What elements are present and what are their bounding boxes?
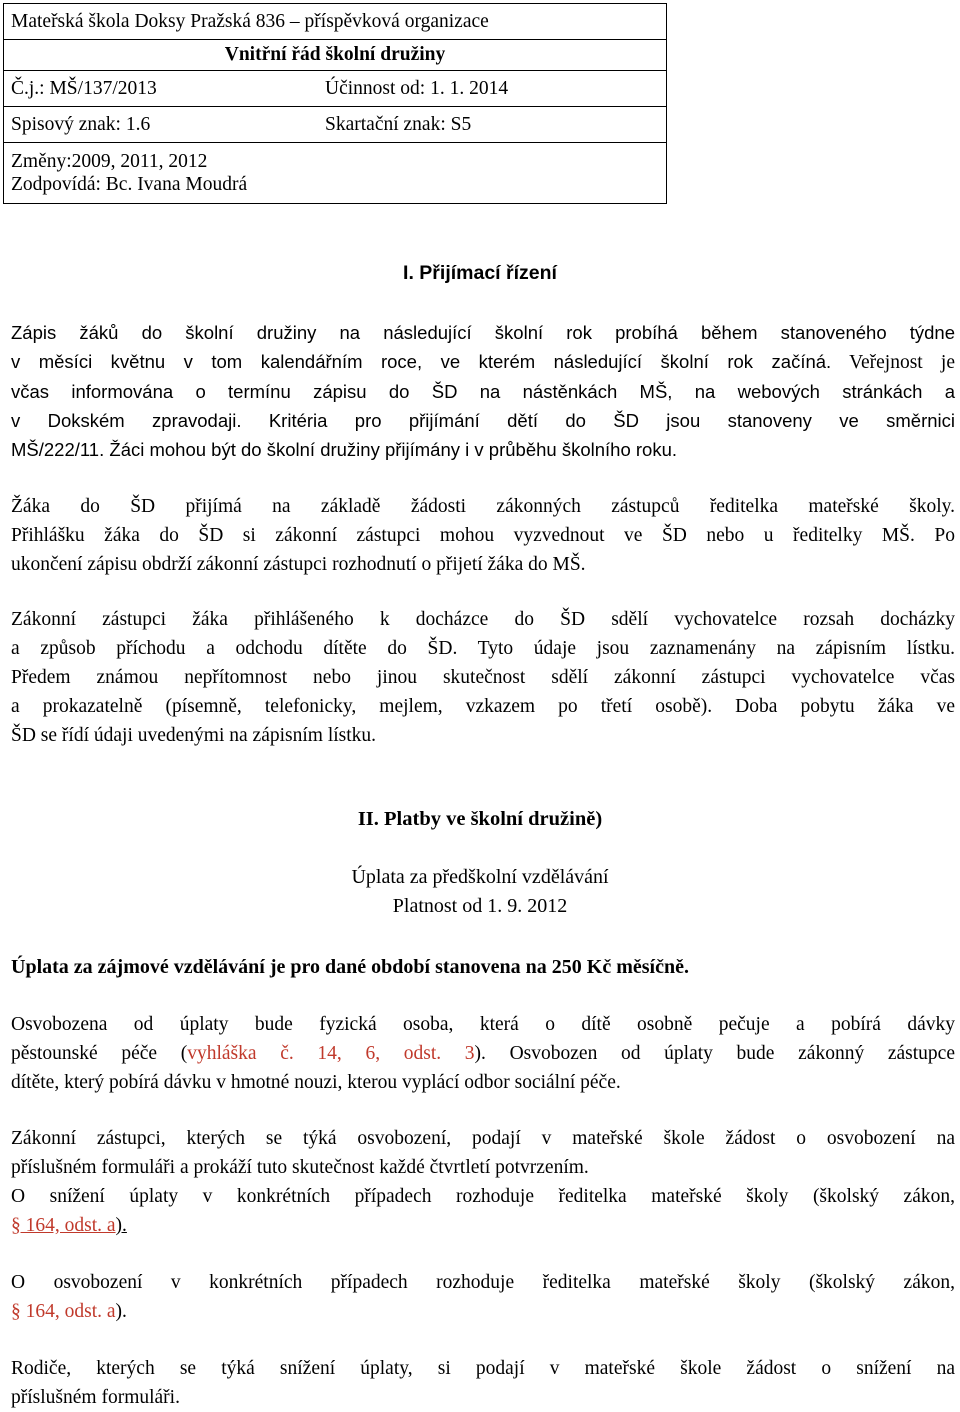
text-fragment: Veřejnost je: [849, 352, 955, 373]
text-fragment: ).: [115, 1215, 127, 1236]
section-2-paragraph-4: [11, 1354, 955, 1412]
decree-link[interactable]: vyhláška č.: [187, 1043, 294, 1064]
text-line: [11, 406, 955, 435]
text-line: Žáka do ŠD přijímá na základě žádosti zákonných zástupců ředitelka mateřské školy.: [11, 496, 955, 517]
text-line: Zákonní zástupci žáka přihlášeného k docházce do ŠD sdělí vychovatelce rozsah docházky: [11, 609, 955, 630]
section-1-heading: I. Přijímací řízení: [403, 262, 557, 284]
text-fragment: pěstounské péče (: [11, 1043, 188, 1064]
paragraph-link[interactable]: 6, odst.: [365, 1043, 442, 1064]
shredding-mark: Skartační znak: S5: [318, 107, 667, 143]
text-fragment: ). Osvobozen od úplaty bude zákonný zástupce: [474, 1043, 955, 1064]
text-fragment: 3: [441, 1043, 475, 1064]
text-line: O snížení úplaty v konkrétních případech rozhoduje ředitelka mateřské školy (školský zákon,: [11, 1186, 955, 1207]
section-2-validity: Platnost od 1. 9. 2012: [392, 895, 568, 917]
text-line: [11, 1297, 955, 1326]
section-1-paragraph-3: [11, 605, 955, 750]
text-line: [11, 347, 955, 377]
text-line: Osvobozena od úplaty bude fyzická osoba, která o dítě osobně pečuje a pobírá dávky: [11, 1014, 955, 1035]
text-line: Předem známou nepřítomnost nebo jinou skutečnost sdělí zákonní zástupci vychovatelce včas: [11, 667, 955, 688]
organization-name: Mateřská škola Doksy Pražská 836 – příspěvková organizace: [4, 4, 667, 40]
text-line: příslušném formuláři a prokáží tuto skutečnost každé čtvrtletí potvrzením.: [11, 1157, 589, 1178]
text-line: Zápis žáků do školní družiny na následující školní rok probíhá během stanoveného týdne: [11, 322, 955, 343]
section-2-heading: II. Platby ve školní družině): [357, 808, 603, 830]
text-line: včas informována o termínu zápisu do ŠD na nástěnkách MŠ, na webových stránkách a: [11, 381, 955, 402]
text-line: Přihlášku žáka do ŠD si zákonní zástupci mohou vyzvednout ve ŠD nebo u ředitelky MŠ. Po: [11, 525, 955, 546]
text-line: O osvobození v konkrétních případech rozhoduje ředitelka mateřské školy (školský zákon,: [11, 1272, 955, 1293]
school-act-link[interactable]: § 164, odst. a: [11, 1301, 116, 1322]
text-line: ŠD se řídí údaji uvedenými na zápisním lístku.: [11, 725, 377, 746]
section-1-paragraph-2: [11, 492, 955, 579]
text-line: [11, 1039, 955, 1068]
text-line: ukončení zápisu obdrží zákonní zástupci rozhodnutí o přijetí žáka do MŠ.: [11, 554, 586, 575]
text-line: [11, 435, 955, 464]
text-fragment: Žáci mohou být do školní družiny přijímány i v průběhu školního roku.: [109, 439, 678, 460]
school-act-link[interactable]: § 164, odst. a: [11, 1215, 116, 1236]
section-1-paragraph-1: [11, 318, 955, 464]
text-fragment: v měsíci květnu v tom kalendářním roce, ve kterém následující školní rok začíná.: [11, 351, 832, 372]
text-fragment: ).: [115, 1301, 127, 1322]
text-line: Zákonní zástupci, kterých se týká osvobození, podají v mateřské škole žádost o osvobození na: [11, 1128, 955, 1149]
changes-and-responsible: [4, 143, 667, 204]
section-2-paragraph-1: [11, 1010, 955, 1097]
reference-number: Č.j.: MŠ/137/2013: [4, 71, 319, 107]
section-2-subtitle: Úplata za předškolní vzdělávání: [351, 866, 609, 888]
document-header-table: [3, 3, 667, 204]
section-2-paragraph-2: [11, 1124, 955, 1240]
text-fragment: Kritéria pro přijímání dětí do ŠD jsou stanoveny ve směrnici: [268, 410, 955, 431]
responsible-text: Zodpovídá: Bc. Ivana Moudrá: [11, 174, 248, 195]
text-line: Rodiče, kterých se týká snížení úplaty, si podají v mateřské škole žádost o snížení na: [11, 1358, 955, 1379]
document-title: Vnitřní řád školní družiny: [4, 40, 667, 71]
text-line: příslušném formuláři.: [11, 1387, 180, 1408]
effective-date: Účinnost od: 1. 1. 2014: [318, 71, 667, 107]
text-fragment: v Dokském zpravodaji.: [11, 410, 242, 431]
text-fragment: MŠ/222/11.: [11, 439, 105, 460]
text-line: a způsob příchodu a odchodu dítěte do ŠD. Tyto údaje jsou zaznamenány na zápisním lístku.: [11, 638, 955, 659]
changes-text: Změny:2009, 2011, 2012: [11, 150, 208, 172]
file-mark: Spisový znak: 1.6: [4, 107, 319, 143]
section-2-paragraph-3: [11, 1268, 955, 1326]
text-fragment: 14,: [293, 1043, 366, 1064]
text-line: a prokazatelně (písemně, telefonicky, mejlem, vzkazem po třetí osobě). Doba pobytu žáka ve: [11, 696, 955, 717]
fee-statement: Úplata za zájmové vzdělávání je pro dané období stanovena na 250 Kč měsíčně.: [11, 956, 689, 978]
text-line: [11, 1211, 955, 1240]
text-line: dítěte, který pobírá dávku v hmotné nouzi, kterou vyplácí odbor sociální péče.: [11, 1072, 621, 1093]
